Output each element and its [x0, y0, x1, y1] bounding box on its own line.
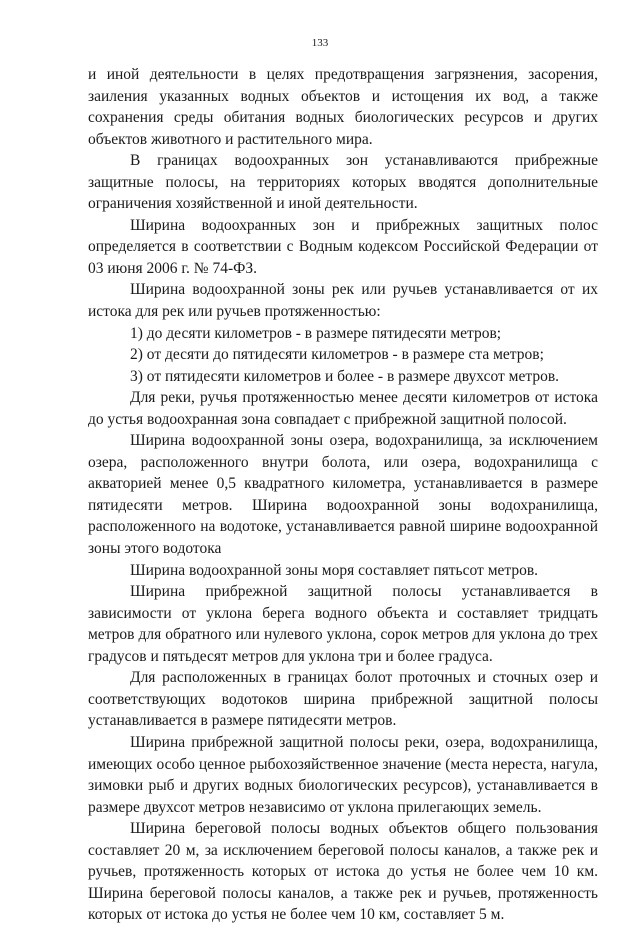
- document-body: [88, 64, 598, 926]
- paragraph-7: Ширина водоохранной зоны моря составляет пятьсот метров.: [130, 561, 539, 579]
- list-item-1: 1) до десяти километров - в размере пятидесяти метров;: [130, 324, 502, 342]
- paragraph-10: Ширина прибрежной защитной полосы реки, озера, водохранилища, имеющих особо ценное рыбохозяйственное значение (места нереста, нагула, зимовки рыб и других водных биологических ресурсов), устанавливается в размере двухсот метров независимо от уклона прилегающих земель.: [88, 733, 598, 816]
- paragraph-3: Ширина водоохранных зон и прибрежных защитных полос определяется в соответствии с Водным кодексом Российской Федерации от 03 июня 2006 г. № 74-ФЗ.: [88, 216, 598, 277]
- paragraph-4: Ширина водоохранной зоны рек или ручьев устанавливается от их истока для рек или ручьев протяженностью:: [88, 281, 598, 321]
- page-number: 133: [311, 37, 329, 49]
- paragraph-11: Ширина береговой полосы водных объектов общего пользования составляет 20 м, за исключением береговой полосы каналов, а также рек и ручьев, протяженность которых от истока до устья не более чем 10 км. Ширина береговой полосы каналов, а также рек и ручьев, протяженность которых от истока до устья не более чем 10 км, составляет 5 м.: [88, 820, 598, 924]
- list-item-2: 2) от десяти до пятидесяти километров - в размере ста метров;: [130, 346, 544, 364]
- list-item-3: 3) от пятидесяти километров и более - в размере двухсот метров.: [130, 367, 560, 385]
- paragraph-5: Для реки, ручья протяженностью менее десяти километров от истока до устья водоохранная зона совпадает с прибрежной защитной полосой.: [88, 389, 598, 428]
- paragraph-1: и иной деятельности в целях предотвращения загрязнения, засорения, заиления указанных водных объектов и истощения их вод, а также сохранения среды обитания водных биологических ресурсов и других объектов животного и растительного мира.: [88, 66, 598, 148]
- paragraph-2: В границах водоохранных зон устанавливаются прибрежные защитные полосы, на территориях которых вводятся дополнительные ограничения хозяйственной и иной деятельности.: [88, 152, 598, 213]
- paragraph-6: Ширина водоохранной зоны озера, водохранилища, за исключением озера, расположенного внутри болота, или озера, водохранилища с акваторией менее 0,5 квадратного километра, устанавливается в размере пятидесяти метров. Ширина водоохранной зоны водохранилища, расположенного на водотоке, устанавливается равной ширине водоохранной зоны этого водотока: [88, 432, 598, 558]
- paragraph-8: Ширина прибрежной защитной полосы устанавливается в зависимости от уклона берега водного объекта и составляет тридцать метров для обратного или нулевого уклона, сорок метров для уклона до трех градусов и пятьдесят метров для уклона три и более градуса.: [88, 583, 598, 665]
- paragraph-9: Для расположенных в границах болот проточных и сточных озер и соответствующих водотоков ширина прибрежной защитной полосы устанавливается в размере пятидесяти метров.: [88, 669, 598, 730]
